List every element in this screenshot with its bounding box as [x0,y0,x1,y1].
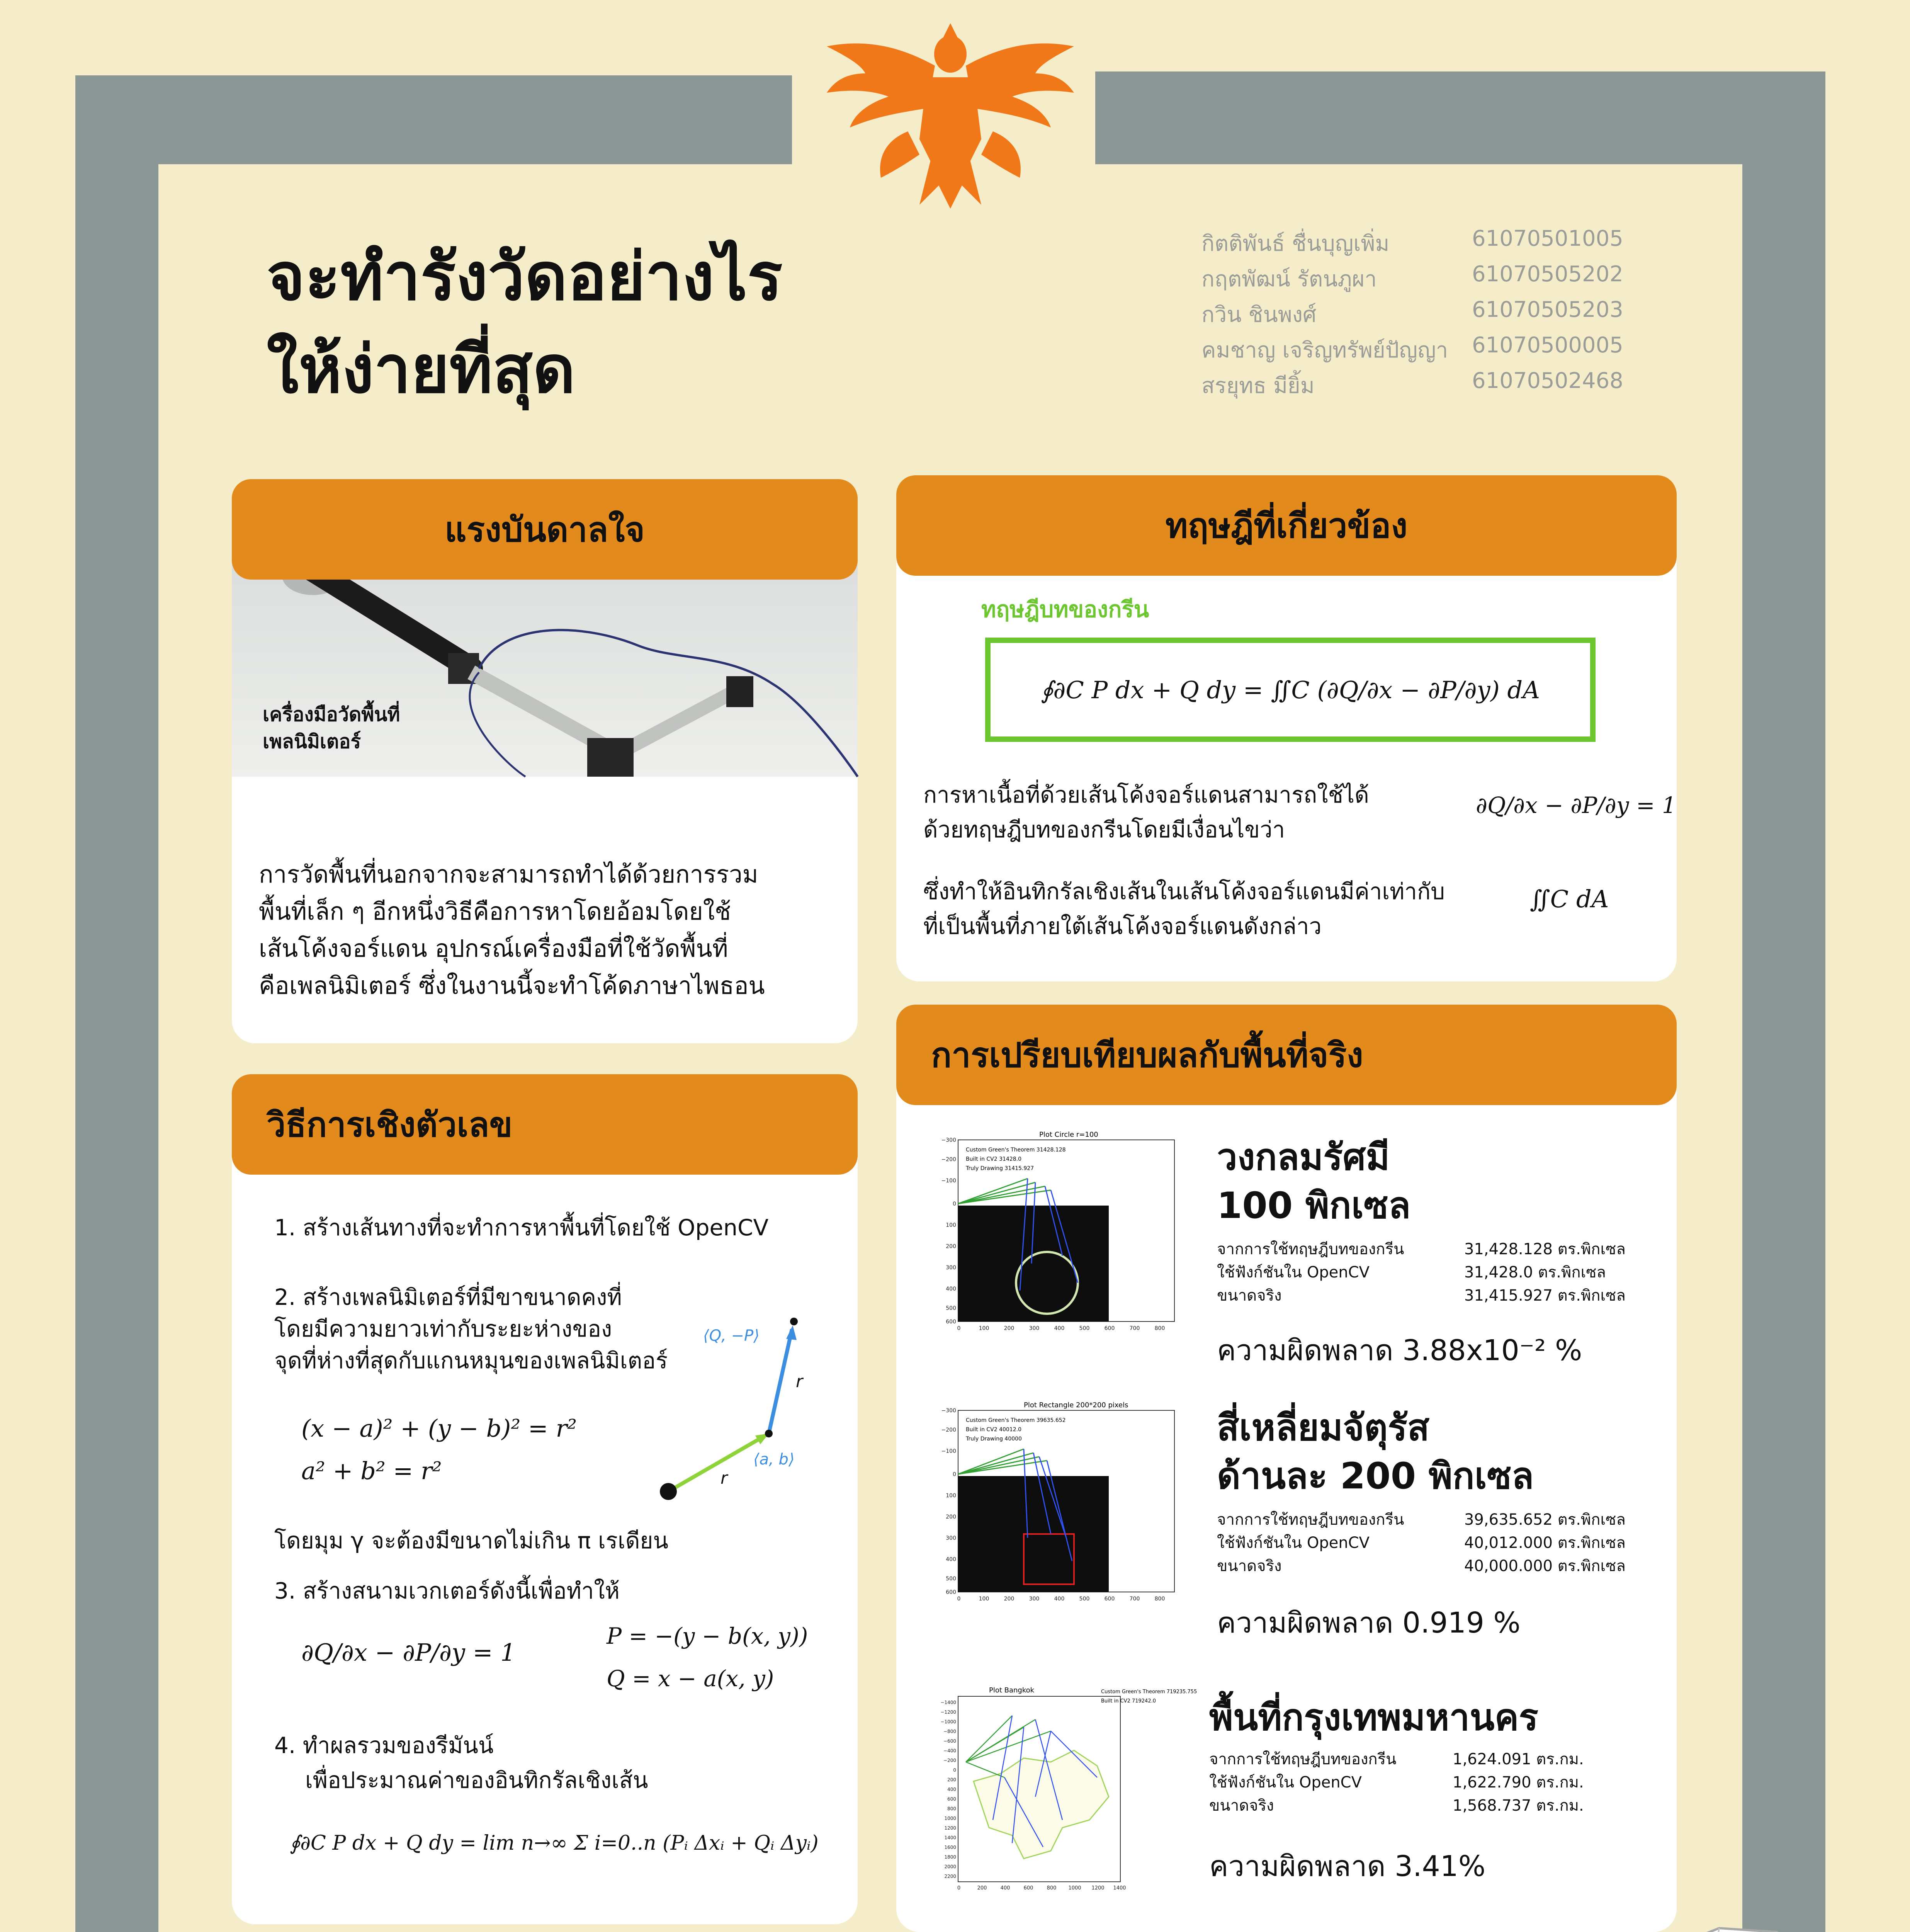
result-value: 1,624.091 ตร.กม. [1453,1750,1584,1768]
plot-title: Plot Circle r=100 [1039,1131,1098,1139]
tick: 300 [946,1535,956,1541]
result-title: ด้านละ 200 พิกเซล [1217,1455,1534,1497]
tick: 200 [946,1514,956,1520]
tick: 2000 [944,1864,956,1869]
method-step-4: เพื่อประมาณค่าของอินทิกรัลเชิงเส้น [305,1767,648,1793]
diagram-label-r: r [720,1468,728,1488]
inspiration-header [232,479,858,580]
tick: 600 [1023,1885,1033,1891]
tick: −200 [941,1156,956,1163]
tick: −300 [941,1137,956,1143]
planimeter-photo [232,545,858,777]
result-label: ขนาดจริง [1209,1797,1274,1815]
tick: 500 [1079,1596,1090,1602]
photo-caption: เครื่องมือวัดพื้นที่ [263,703,400,726]
author-name: คมชาญ เจริญทรัพย์ปัญญา [1201,338,1448,363]
method-step-2: โดยมีความยาวเท่ากับระยะห่างของ [274,1316,612,1342]
result-value: 39,635.652 ตร.พิกเซล [1464,1511,1626,1529]
tick: 500 [1079,1325,1090,1332]
tick: −400 [943,1748,956,1753]
tick: 800 [1154,1325,1165,1332]
paragraph-line: พื้นที่เล็ก ๆ อีกหนึ่งวิธีคือการหาโดยอ้อมโดยใช้ [259,897,731,925]
section-title: ทฤษฎีที่เกี่ยวข้อง [1165,506,1408,546]
tick: 1600 [944,1845,956,1850]
tick: 1000 [944,1816,956,1821]
tick: 100 [946,1493,956,1499]
author-id: 61070500005 [1472,333,1623,358]
tick: 600 [947,1796,956,1802]
tick: 1000 [1068,1885,1081,1891]
tick: 0 [953,1201,956,1207]
tick: −100 [941,1448,956,1454]
methods-header [232,1074,858,1175]
tick: 1200 [944,1825,956,1831]
p-equation: P = −(y − b(x, y)) [607,1623,808,1649]
tick: −1400 [940,1700,956,1705]
plot-legend: Built in CV2 31428.0 [966,1156,1022,1162]
theory-text: ซึ่งทำให้อินทิกรัลเชิงเส้นในเส้นโค้งจอร์แดนมีค่าเท่ากับ [923,878,1445,905]
tick: 200 [977,1885,987,1891]
result-label: ใช้ฟังก์ชันใน OpenCV [1217,1264,1370,1281]
poster-title-line2: ให้ง่ายที่สุด [267,332,576,408]
result-title: พื้นที่กรุงเทพมหานคร [1209,1697,1538,1739]
tick: 200 [946,1243,956,1250]
result-error: ความผิดพลาด 0.919 % [1217,1606,1521,1639]
frame-left [75,75,158,1932]
tick: 300 [1029,1596,1040,1602]
result-title: สี่เหลี่ยมจัตุรัส [1217,1407,1430,1449]
plot-legend: Built in CV2 719242.0 [1101,1698,1156,1704]
tick: 700 [1129,1325,1140,1332]
tick: 300 [1029,1325,1040,1332]
tick: −100 [941,1178,956,1184]
green-theorem-box [985,638,1596,742]
tick: −1000 [940,1719,956,1725]
curl-equation: ∂Q/∂x − ∂P/∂y = 1 [301,1638,516,1667]
result-value: 31,428.0 ตร.พิกเซล [1464,1264,1606,1281]
result-label: ขนาดจริง [1217,1557,1282,1575]
diagram-label-mid: ⟨a, b⟩ [753,1451,795,1468]
tick: 100 [946,1222,956,1228]
poster-title-line1: จะทำรังวัดอย่างไร [267,239,783,315]
tick: 1400 [944,1835,956,1840]
tick: 300 [946,1265,956,1271]
condition-equation: ∂Q/∂x − ∂P/∂y = 1 [1476,792,1676,818]
tick: −1200 [940,1709,956,1715]
result-label: จากการใช้ทฤษฎีบทของกรีน [1209,1750,1397,1768]
author-id: 61070501005 [1472,226,1623,251]
diagram-label-top: ⟨Q, −P⟩ [703,1327,760,1345]
tick: 400 [1000,1885,1010,1891]
diagram-label-r: r [796,1372,803,1391]
tick: 200 [1004,1325,1014,1332]
green-theorem-equation: ∮∂C P dx + Q dy = ∬C (∂Q/∂x − ∂P/∂y) dA [1041,675,1540,704]
tick: −300 [941,1408,956,1414]
tick: 600 [1104,1325,1115,1332]
plot-bangkok [935,1681,1197,1901]
method-step-1: 1. สร้างเส้นทางที่จะทำการหาพื้นที่โดยใช้ OpenCV [274,1214,769,1241]
tick: 800 [947,1806,956,1811]
plot-legend: Custom Green's Theorem 719235.755 [1101,1689,1197,1695]
plot-title: Plot Bangkok [989,1686,1035,1694]
tick: 800 [1154,1596,1165,1602]
riemann-equation: ∮∂C P dx + Q dy = lim n→∞ Σ i=0..n (Pᵢ Δxᵢ + Qᵢ Δyᵢ) [290,1832,819,1855]
paragraph-line: คือเพลนิมิเตอร์ ซึ่งในงานนี้จะทำโค้ดภาษาไพธอน [259,971,765,1000]
tick: −200 [943,1758,956,1763]
result-value: 31,415.927 ตร.พิกเซล [1464,1287,1626,1304]
tick: 0 [957,1596,961,1602]
method-step-2: จุดที่ห่างที่สุดกับแกนหมุนของเพลนิมิเตอร์ [274,1347,668,1374]
frame-top-left [75,75,792,164]
paragraph-line: การวัดพื้นที่นอกจากจะสามารถทำได้ด้วยการรวม [259,860,758,888]
result-value: 31,428.128 ตร.พิกเซล [1464,1240,1626,1258]
tick: 600 [946,1319,956,1325]
tick: −800 [943,1729,956,1734]
photo-caption: เพลนิมิเตอร์ [263,730,361,753]
section-title: แรงบันดาลใจ [445,510,645,549]
result-error: ความผิดพลาด 3.88x10⁻² % [1217,1334,1582,1367]
tick: 100 [979,1596,989,1602]
result-label: ขนาดจริง [1217,1287,1282,1304]
tick: 100 [979,1325,989,1332]
plot-legend: Custom Green's Theorem 31428.128 [966,1147,1066,1153]
plot-legend: Custom Green's Theorem 39635.652 [966,1417,1066,1423]
planimeter-diagram [637,1291,831,1507]
tick: 0 [957,1885,961,1891]
tick: 600 [1104,1596,1115,1602]
garuda-emblem-icon [819,23,1082,209]
tick: 700 [1129,1596,1140,1602]
q-equation: Q = x − a(x, y) [607,1665,774,1692]
tick: 2200 [944,1874,956,1879]
tick: 500 [946,1305,956,1311]
result-value: 40,000.000 ตร.พิกเซล [1464,1557,1626,1575]
result-title: 100 พิกเซล [1217,1185,1411,1227]
plot-legend: Truly Drawing 40000 [966,1436,1022,1442]
comparison-card [896,1005,1677,1932]
circle-equation: (x − a)² + (y − b)² = r² [301,1414,577,1442]
result-value: 1,568.737 ตร.กม. [1453,1797,1584,1815]
frame-right [1742,71,1825,1932]
plot-circle [935,1128,1182,1345]
author-id: 61070502468 [1472,368,1623,393]
angle-note: โดยมุม γ จะต้องมีขนาดไม่เกิน π เรเดียน [274,1527,669,1554]
method-step-4: 4. ทำผลรวมของรีมันน์ [274,1732,494,1759]
theory-text: ด้วยทฤษฎีบทของกรีนโดยมีเงื่อนไขว่า [923,816,1285,843]
comparison-header [896,1005,1677,1105]
tick: 0 [953,1767,956,1773]
result-label: จากการใช้ทฤษฎีบทของกรีน [1217,1511,1404,1529]
result-value: 40,012.000 ตร.พิกเซล [1464,1534,1626,1552]
tick: 1400 [1113,1885,1126,1891]
tick: 0 [953,1471,956,1478]
plot-legend: Truly Drawing 31415.927 [966,1165,1034,1172]
tick: 800 [1047,1885,1057,1891]
tick: 0 [957,1325,961,1332]
theory-text: ที่เป็นพื้นที่ภายใต้เส้นโค้งจอร์แดนดังกล่าว [923,913,1322,939]
paragraph-line: เส้นโค้งจอร์แดน อุปกรณ์เครื่องมือที่ใช้วัดพื้นที่ [259,934,728,963]
result-error: ความผิดพลาด 3.41% [1209,1850,1486,1883]
tick: 200 [1004,1596,1014,1602]
plot-title: Plot Rectangle 200*200 pixels [1024,1401,1128,1409]
plot-legend: Built in CV2 40012.0 [966,1427,1022,1433]
tick: 400 [1054,1325,1065,1332]
author-name: กิตติพันธ์ ชื่นบุญเพิ่ม [1201,231,1390,256]
area-equation: ∬C dA [1530,885,1609,913]
theory-text: การหาเนื้อที่ด้วยเส้นโค้งจอร์แดนสามารถใช้ได้ [923,782,1369,808]
author-name: กฤตพัฒน์ รัตนภูผา [1201,267,1377,292]
tick: 400 [947,1787,956,1792]
tick: −200 [941,1427,956,1433]
frame-top-right [1095,71,1825,164]
tick: 400 [946,1556,956,1563]
tick: 500 [946,1576,956,1582]
theory-header [896,475,1677,576]
section-title: การเปรียบเทียบผลกับพื้นที่จริง [931,1035,1363,1075]
methods-card [232,1074,858,1924]
result-value: 1,622.790 ตร.กม. [1453,1774,1584,1791]
tick: 400 [1054,1596,1065,1602]
green-theorem-title: ทฤษฎีบทของกรีน [981,596,1149,622]
result-label: ใช้ฟังก์ชันใน OpenCV [1209,1774,1362,1791]
section-title: วิธีการเชิงตัวเลข [267,1105,513,1145]
author-id: 61070505203 [1472,297,1623,322]
tick: −600 [943,1738,956,1744]
tick: 1200 [1091,1885,1105,1891]
author-name: กวิน ชินพงศ์ [1201,302,1317,327]
tick: 400 [946,1286,956,1292]
author-id: 61070505202 [1472,262,1623,287]
tick: 200 [947,1777,956,1782]
circle-equation: a² + b² = r² [301,1457,442,1485]
result-label: จากการใช้ทฤษฎีบทของกรีน [1217,1240,1404,1258]
result-label: ใช้ฟังก์ชันใน OpenCV [1217,1534,1370,1552]
result-title: วงกลมรัศมี [1217,1136,1390,1179]
inspiration-paragraph [259,856,838,1004]
tick: 600 [946,1589,956,1595]
author-name: สรยุทธ มียิ้ม [1201,373,1315,398]
method-step-2: 2. สร้างเพลนิมิเตอร์ที่มีขาขนาดคงที่ [274,1284,622,1310]
tick: 1800 [944,1854,956,1860]
method-step-3: 3. สร้างสนามเวกเตอร์ดังนี้เพื่อทำให้ [274,1578,620,1604]
plot-rectangle [935,1399,1182,1615]
